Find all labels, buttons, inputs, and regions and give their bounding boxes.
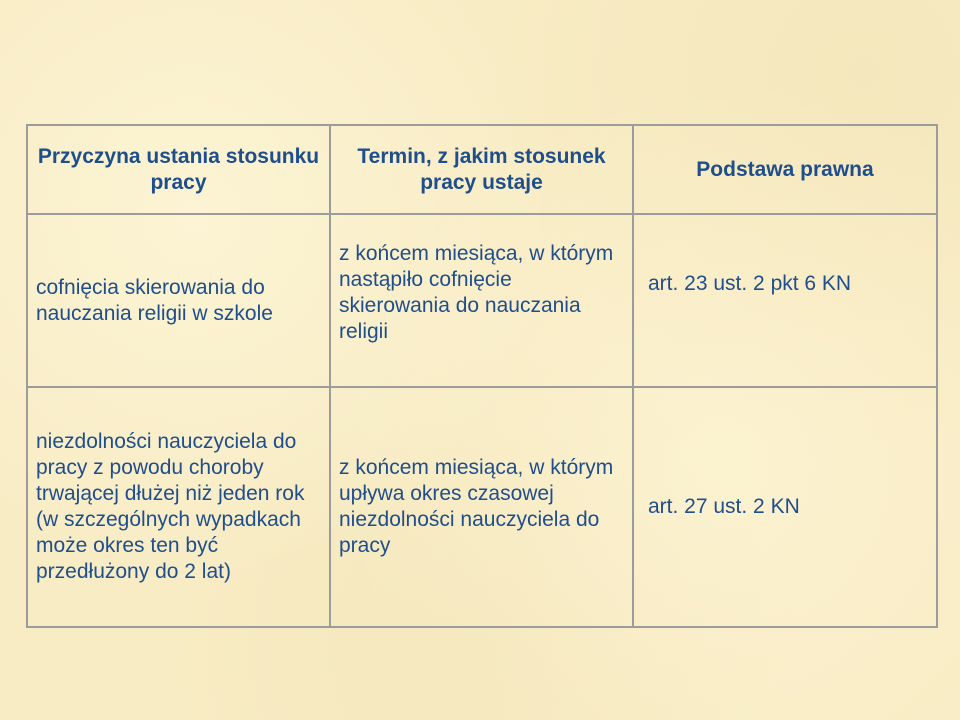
header-term: Termin, z jakim stosunek pracy ustaje [330, 125, 633, 214]
legal-basis-table [26, 124, 938, 628]
cell-reason: niezdolności nauczyciela do pracy z powodu choroby trwającej dłużej niż jeden rok (w szczególnych wypadkach może okres ten być przedłużony do 2 lat) [27, 387, 330, 627]
cell-term: z końcem miesiąca, w którym nastąpiło cofnięcie skierowania do nauczania religii [330, 214, 633, 387]
cell-legal-basis: art. 27 ust. 2 KN [633, 387, 937, 627]
cell-legal-basis: art. 23 ust. 2 pkt 6 KN [633, 214, 937, 387]
table-row [27, 214, 937, 387]
table-header-row [27, 125, 937, 214]
cell-term: z końcem miesiąca, w którym upływa okres czasowej niezdolności nauczyciela do pracy [330, 387, 633, 627]
cell-reason: cofnięcia skierowania do nauczania religii w szkole [27, 214, 330, 387]
header-reason: Przyczyna ustania stosunku pracy [27, 125, 330, 214]
header-legal-basis: Podstawa prawna [633, 125, 937, 214]
table-row [27, 387, 937, 627]
